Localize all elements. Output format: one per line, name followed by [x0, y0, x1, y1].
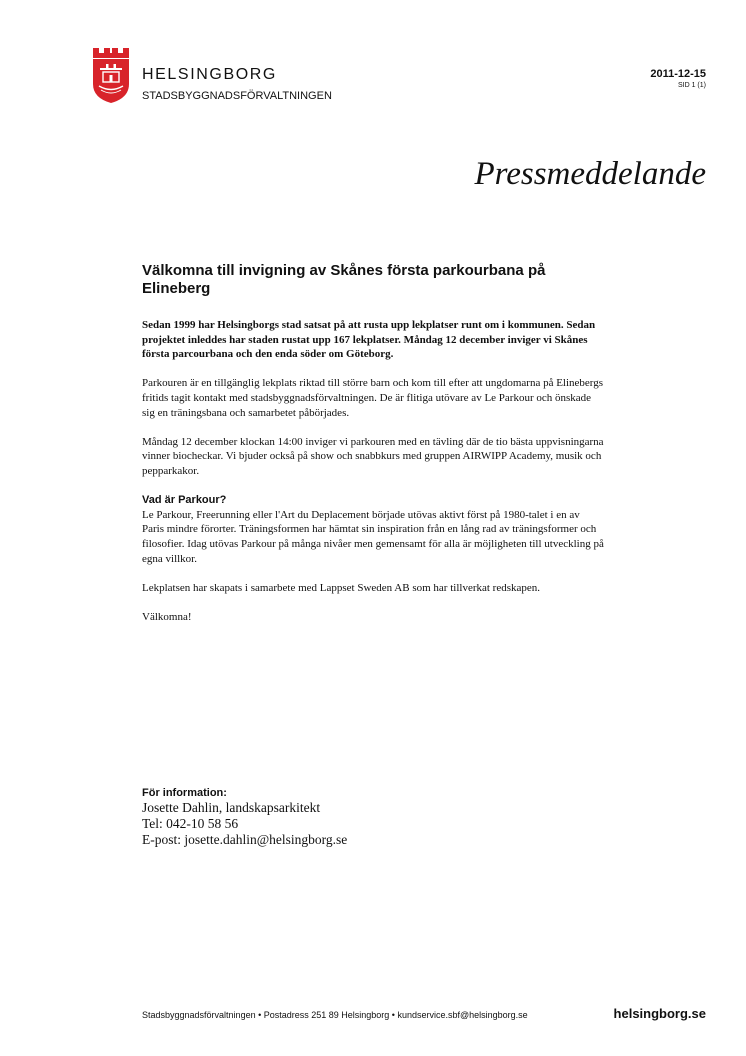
document-date: 2011-12-15 [650, 68, 706, 80]
footer-address: Stadsbyggnadsförvaltningen • Postadress 251 89 Helsingborg • kundservice.sbf@helsingborg.se [142, 1010, 528, 1020]
paragraph: Lekplatsen har skapats i samarbete med Lappset Sweden AB som har tillverkat redskapen. [142, 581, 541, 594]
document-type-title: Pressmeddelande [474, 156, 706, 192]
contact-phone: Tel: 042-10 58 56 [142, 816, 239, 831]
footer-website: helsingborg.se [613, 1006, 706, 1021]
paragraph: Måndag 12 december klockan 14:00 inviger vi parkouren med en tävling där de tio bästa uppvisningarna vinner biocheckar. Vi bjuder också på show och snabbkurs med gruppen AIRWIPP Academy, musik och pepparkakor. [142, 435, 604, 477]
contact-name: Josette Dahlin, landskapsarkitekt [142, 800, 321, 815]
org-name: HELSINGBORG [142, 66, 277, 83]
closing: Välkomna! [142, 610, 192, 623]
contact-heading: För information: [142, 787, 227, 799]
helsingborg-crest-logo [91, 46, 131, 104]
body-text [142, 318, 604, 639]
subheading: Vad är Parkour? [142, 494, 227, 507]
contact-block [142, 787, 542, 848]
lead-paragraph: Sedan 1999 har Helsingborgs stad satsat på att rusta upp lekplatser runt om i kommunen. Sedan projektet inleddes har staden rustat upp 167 lekplatser. Måndag 12 december inviger vi Skånes första parcourbana och den enda söder om Göteborg. [142, 319, 596, 361]
page-number: SID 1 (1) [677, 82, 706, 89]
contact-email: E-post: josette.dahlin@helsingborg.se [142, 832, 348, 847]
section [142, 493, 604, 566]
department-name: STADSBYGGNADSFÖRVALTNINGEN [142, 90, 332, 102]
paragraph: Parkouren är en tillgänglig lekplats riktad till större barn och kom till efter att ungdomarna på Elinebergs fritids tagit kontakt med stadsbyggnadsförvaltningen. De är flitiga utövare av Le Parkour och önskade sig en träningsbana och samarbetet påbörjades. [142, 377, 604, 419]
headline: Välkomna till invigning av Skånes första parkourbana på Elineberg [142, 262, 546, 297]
paragraph: Le Parkour, Freerunning eller l'Art du Deplacement började utövas aktivt först på 1980-talet i en av Paris mindre förorter. Träningsformen har hämtat sin inspiration från en lång rad av träningsformer och filosofier. Idag utövas Parkour på många nivåer men gemensamt för alla är möjligheten till utveckling på egna villkor. [142, 508, 604, 565]
